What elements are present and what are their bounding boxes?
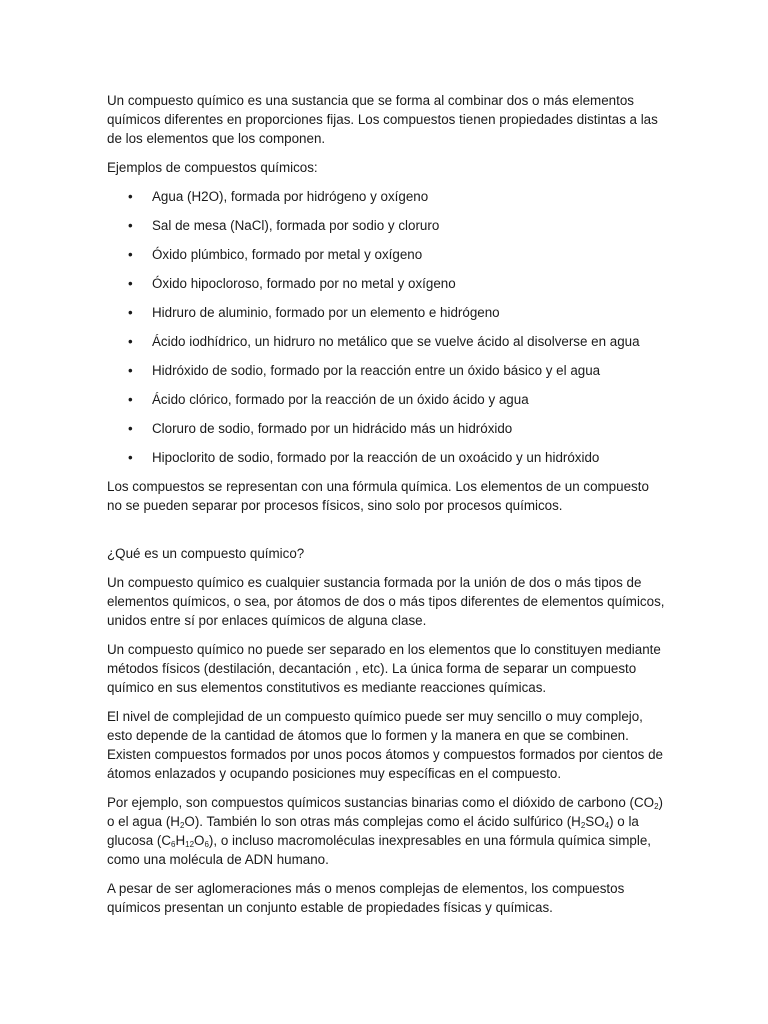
formula-h2so4 (571, 814, 609, 829)
formula-co2 (634, 795, 659, 810)
text-run: ). También lo son otras más complejas como el ácido sulfúrico ( (194, 814, 572, 829)
list-item (107, 419, 667, 438)
formula-subscript: 2 (654, 802, 659, 811)
separation-paragraph: Un compuesto químico no puede ser separado en los elementos que lo constituyen mediante métodos físicos (destilación, decantación , etc). La única forma de separar un compuesto químico en sus elementos constitutivos es mediante reacciones químicas. (107, 642, 661, 695)
representation-paragraph: Los compuestos se representan con una fórmula química. Los elementos de un compuesto no se pueden separar por procesos físicos, sino solo por procesos químicos. (107, 479, 649, 513)
bullet-icon: • (128, 450, 133, 465)
blank-line (107, 525, 667, 544)
text-run: ) o el agua ( (107, 795, 663, 829)
list-item (107, 216, 667, 235)
bullet-icon: • (128, 189, 133, 204)
list-item-text: Ácido clórico, formado por la reacción de un óxido ácido y agua (152, 392, 529, 407)
formula-glucose (161, 833, 209, 848)
list-item-text: Óxido plúmbico, formado por metal y oxígeno (152, 247, 423, 262)
formula-subscript: 6 (204, 840, 209, 849)
formula-h2o (170, 814, 195, 829)
formula-subscript: 6 (171, 840, 176, 849)
examples-heading: Ejemplos de compuestos químicos: (107, 160, 318, 175)
bullet-icon: • (128, 247, 133, 262)
list-item-text: Ácido iodhídrico, un hidruro no metálico que se vuelve ácido al disolverse en agua (152, 334, 640, 349)
formula-part: O (184, 814, 195, 829)
formula-part: H (175, 833, 186, 848)
list-item-text: Agua (H2O), formada por hidrógeno y oxígeno (152, 189, 429, 204)
list-item (107, 390, 667, 409)
bullet-icon: • (128, 363, 133, 378)
formula-part: H (571, 814, 581, 829)
formula-part: C (161, 833, 172, 848)
list-item-text: Cloruro de sodio, formado por un hidrácido más un hidróxido (152, 421, 513, 436)
section-question: ¿Qué es un compuesto químico? (107, 546, 305, 561)
formula-subscript: 2 (580, 821, 586, 830)
list-item (107, 303, 667, 322)
document-body (107, 91, 667, 927)
text-run: Por ejemplo, son compuestos químicos sustancias binarias como el dióxido de carbono ( (107, 795, 634, 810)
list-item-text: Sal de mesa (NaCl), formada por sodio y cloruro (152, 218, 440, 233)
bullet-icon: • (128, 334, 133, 349)
list-item (107, 274, 667, 293)
list-item (107, 187, 667, 206)
list-item-text: Hidruro de aluminio, formado por un elemento e hidrógeno (152, 305, 500, 320)
list-item-text: Hidróxido de sodio, formado por la reacción entre un óxido básico y el agua (152, 363, 601, 378)
list-item-text: Óxido hipocloroso, formado por no metal y oxígeno (152, 276, 456, 291)
text-run: ), o incluso macromoléculas inexpresables en una fórmula química simple, como una molécula de ADN humano. (107, 833, 652, 867)
list-item (107, 448, 667, 467)
bullet-icon: • (128, 218, 133, 233)
formula-part: O (194, 833, 205, 848)
list-item (107, 361, 667, 380)
formula-part: SO (585, 814, 605, 829)
conclusion-paragraph: A pesar de ser aglomeraciones más o menos complejas de elementos, los compuestos químicos presentan un conjunto estable de propiedades físicas y químicas. (107, 881, 625, 915)
formula-subscript: 2 (179, 821, 185, 830)
list-item (107, 245, 667, 264)
intro-paragraph: Un compuesto químico es una sustancia que se forma al combinar dos o más elementos químicos diferentes en proporciones fijas. Los compuestos tienen propiedades distintas a las de los elementos que los componen. (107, 93, 658, 146)
text-run: ) o la glucosa ( (107, 814, 639, 848)
formula-subscript: 12 (185, 840, 195, 849)
bullet-icon: • (128, 392, 133, 407)
examples-paragraph (107, 793, 667, 869)
definition-paragraph: Un compuesto químico es cualquier sustancia formada por la unión de dos o más tipos de elementos químicos, o sea, por átomos de dos o más tipos diferentes de elementos químicos, unidos entre sí por enlaces químicos de alguna clase. (107, 575, 665, 628)
formula-subscript: 4 (604, 821, 610, 830)
bullet-icon: • (128, 421, 133, 436)
formula-part: CO (633, 795, 655, 810)
examples-list (107, 187, 667, 467)
complexity-paragraph: El nivel de complejidad de un compuesto químico puede ser muy sencillo o muy complejo, esto depende de la cantidad de átomos que lo formen y la manera en que se combinen. Existen compuestos formados por unos pocos átomos y compuestos formados por cientos de átomos enlazados y ocupando posiciones muy específicas en el compuesto. (107, 709, 663, 781)
bullet-icon: • (128, 305, 133, 320)
list-item (107, 332, 667, 351)
formula-part: H (170, 814, 180, 829)
bullet-icon: • (128, 276, 133, 291)
list-item-text: Hipoclorito de sodio, formado por la reacción de un oxoácido y un hidróxido (152, 450, 600, 465)
